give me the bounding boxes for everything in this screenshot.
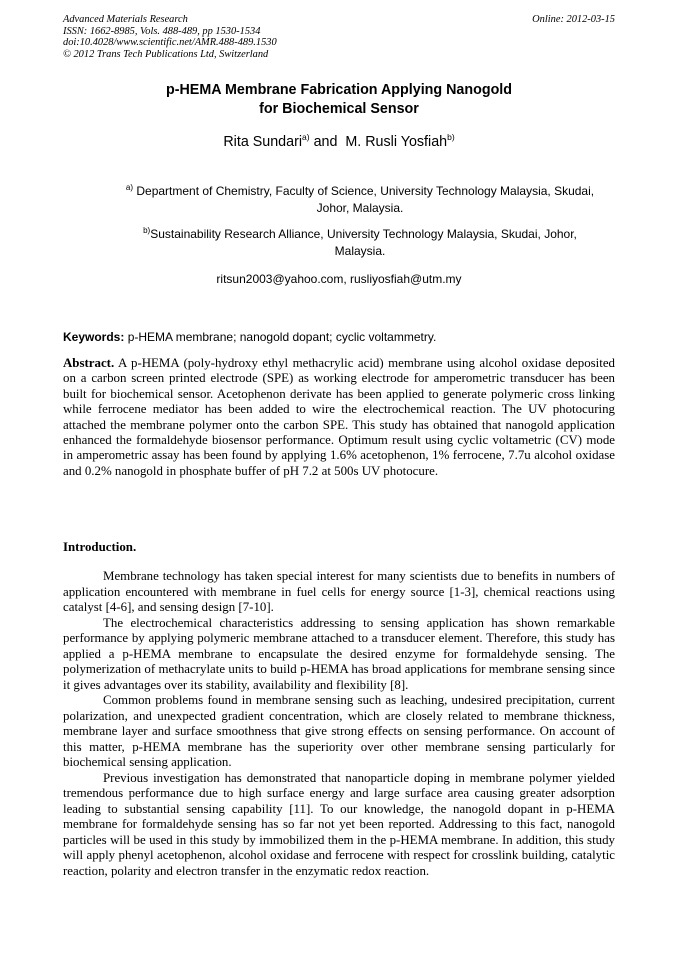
abstract-text: A p-HEMA (poly-hydroxy ethyl methacrylic acid) membrane using alcohol oxidase deposited on a carbon screen printed electrode (SPE) as working electrode for amperometric transducer has been built for biochemical sensor. Acetophenon derivate has been applied to generate polymeric cross linking while ferrocene mediator has been added to wire the electrochemical reaction. The UV photocuring attached the membrane polymer onto the carbon SPE. This study has obtained that nanogold application enhanced the formaldehyde biosensor performance. Optimum result using cyclic voltametric (CV) mode in amperometric assay has been found by applying 1.6% acetophenon, 1% ferrocene, 7.7u alcohol oxidase and 0.2% nanogold in phosphate buffer of pH 7.2 at 500s UV photocure.: [63, 356, 615, 478]
affiliation-text: Sustainability Research Alliance, University Technology Malaysia, Skudai, Johor,: [150, 227, 577, 241]
author-name: M. Rusli Yosfiah: [345, 134, 448, 150]
author-separator: and: [309, 134, 346, 150]
paper-title-line-2: for Biochemical Sensor: [259, 101, 419, 117]
journal-name: Advanced Materials Research: [63, 14, 188, 25]
affiliation-b: [107, 226, 613, 260]
section-heading-introduction: Introduction.: [63, 540, 137, 554]
paper-title-line-1: p-HEMA Membrane Fabrication Applying Nanogold: [165, 82, 513, 98]
affiliation-mark: a): [125, 183, 134, 192]
journal-header: [63, 14, 615, 60]
doi-line: doi:10.4028/www.scientific.net/AMR.488-489.1530: [63, 37, 277, 49]
copyright-line: © 2012 Trans Tech Publications Ltd, Switzerland: [63, 48, 269, 60]
author-name: Rita Sundari: [223, 134, 303, 150]
affiliation-a: [107, 183, 613, 217]
author-emails: ritsun2003@yahoo.com, rusliyosfiah@utm.my: [216, 272, 462, 286]
body-paragraph: The electrochemical characteristics addressing to sensing application has shown remarkable performance by applying polymeric membrane attached to a transducer element. Therefore, this study has applied a p-HEMA membrane to encapsulate the desired enzyme for formaldehyde sensing. The polymerization of methacrylate units to build p-HEMA has broad applications for membrane sensing since it gives advantages over its stability, availability and flexibility [8].: [63, 615, 615, 692]
abstract-label: Abstract.: [63, 356, 115, 370]
abstract: [63, 356, 615, 479]
author-list: [0, 133, 678, 151]
keywords-text: p-HEMA membrane; nanogold dopant; cyclic voltammetry.: [124, 330, 437, 344]
issn-line: ISSN: 1662-8985, Vols. 488-489, pp 1530-1534: [63, 25, 261, 37]
keywords-label: Keywords:: [63, 330, 125, 344]
body-paragraph: Membrane technology has taken special interest for many scientists due to benefits in numbers of application encountered with membrane in fuel cells for energy source [1-3], chemical reactions using catalyst [4-6], and sensing design [7-10].: [63, 569, 615, 614]
author-affiliation-mark: a): [302, 132, 310, 142]
body-paragraph: Previous investigation has demonstrated that nanoparticle doping in membrane polymer yielded tremendous performance due to high surface energy and large surface area causing greater adsorption leading to substantial sensing capability [11]. To our knowledge, the nanogold dopant in p-HEMA membrane for formaldehyde sensing has so far not yet been reported. Addressing to this fact, nanogold particles will be used in this study by immobilized them in the p-HEMA membrane. In addition, this study will apply phenyl acetophenon, alcohol oxidase and ferrocene with respect for crosslink building, catalytic reaction, polarity and electron transfer in the enzymatic redox reaction.: [63, 770, 615, 878]
introduction-body: [63, 569, 615, 879]
affiliation-text: Johor, Malaysia.: [316, 201, 404, 215]
affiliation-mark: b): [143, 226, 151, 235]
online-date: Online: 2012-03-15: [532, 14, 615, 25]
affiliation-text: Department of Chemistry, Faculty of Science, University Technology Malaysia, Skudai,: [133, 184, 595, 198]
author-affiliation-mark: b): [447, 132, 455, 142]
body-paragraph: Common problems found in membrane sensing such as leaching, undesired precipitation, current polarization, and unexpected gradient concentration, which are closely related to membrane thickness, membrane layer and surface smoothness that give strong effects on sensing performance. On account of this matter, p-HEMA membrane has the superiority over other membrane sensing particularly for biochemical sensing application.: [63, 693, 615, 769]
affiliation-text: Malaysia.: [334, 244, 386, 258]
keywords: [63, 329, 615, 345]
